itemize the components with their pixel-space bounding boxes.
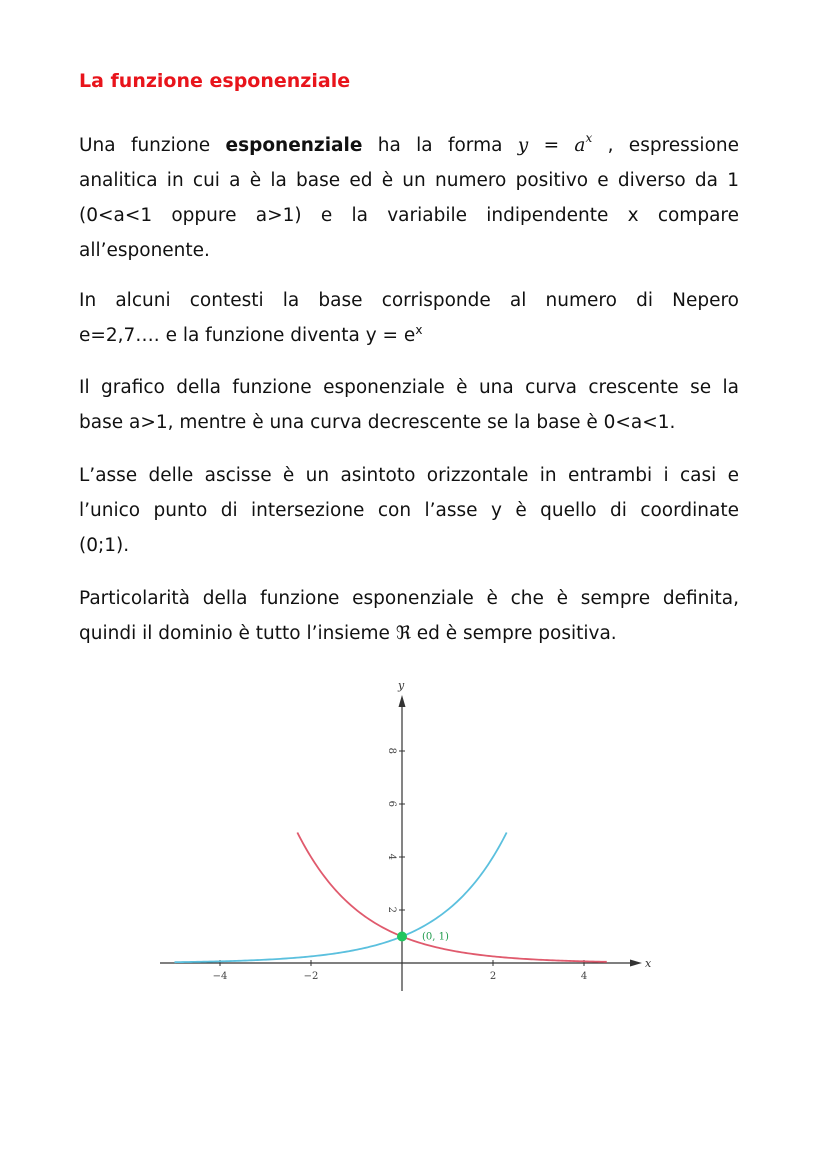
- paragraph-line: In alcuni contesti la base corrisponde al numero di Nepero: [79, 290, 739, 311]
- y-tick-label: 2: [386, 906, 397, 913]
- x-tick-label: −2: [303, 971, 319, 982]
- intersection-point: [397, 932, 407, 942]
- paragraph-line: [79, 123, 739, 163]
- paragraph-graph: [79, 370, 739, 440]
- text-span: Una funzione: [79, 135, 226, 157]
- y-tick-label: 4: [386, 853, 397, 860]
- y-axis-arrow: [399, 695, 406, 707]
- paragraph-definition: [79, 123, 739, 268]
- y-axis-label: y: [398, 679, 405, 692]
- x-axis-arrow: [630, 960, 642, 967]
- text-span: , espressione: [592, 135, 739, 157]
- paragraph-line: L’asse delle ascisse è un asintoto orizzontale in entrambi i casi e: [79, 465, 739, 486]
- paragraph-line: l’unico punto di intersezione con l’asse y è quello di coordinate: [79, 500, 739, 521]
- paragraph-line: analitica in cui a è la base ed è un numero positivo e diverso da 1: [79, 170, 739, 192]
- y-tick-label: 6: [386, 800, 397, 807]
- text-span: ha la forma: [362, 135, 518, 157]
- paragraph-line: Particolarità della funzione esponenziale è che è sempre definita,: [79, 588, 739, 609]
- x-tick-label: 2: [489, 971, 497, 982]
- x-axis-label: x: [645, 957, 652, 970]
- formula-base: y = a: [517, 135, 586, 157]
- curve-decreasing: [297, 833, 606, 962]
- paragraph-line: base a>1, mentre è una curva decrescente se la base è 0<a<1.: [79, 412, 676, 433]
- paragraph-line: Il grafico della funzione esponenziale è una curva crescente se la: [79, 377, 739, 398]
- exponent: x: [415, 322, 423, 337]
- formula-exponent: x: [585, 131, 593, 145]
- page-title: La funzione esponenziale: [79, 70, 351, 92]
- x-tick-label: 4: [580, 971, 588, 982]
- paragraph-line: (0<a<1 oppure a>1) e la variabile indipendente x compare: [79, 205, 739, 227]
- intersection-point-label: (0, 1): [422, 931, 449, 943]
- formula: [517, 131, 593, 157]
- paragraph-line: quindi il dominio è tutto l’insieme ℜ ed è sempre positiva.: [79, 623, 617, 644]
- paragraph-line: (0;1).: [79, 535, 130, 556]
- y-tick-label: 8: [386, 747, 397, 754]
- paragraph-domain: [79, 581, 739, 651]
- text-span: e=2,7…. e la funzione diventa y = e: [79, 325, 416, 346]
- paragraph-nepero: [79, 283, 739, 353]
- paragraph-asymptote: [79, 458, 739, 563]
- x-tick-label: −4: [212, 971, 228, 982]
- paragraph-line: all’esponente.: [79, 240, 210, 262]
- curve-increasing: [175, 833, 507, 963]
- exponential-graph: [150, 675, 660, 1000]
- paragraph-line: [79, 318, 739, 353]
- bold-term: esponenziale: [225, 135, 363, 157]
